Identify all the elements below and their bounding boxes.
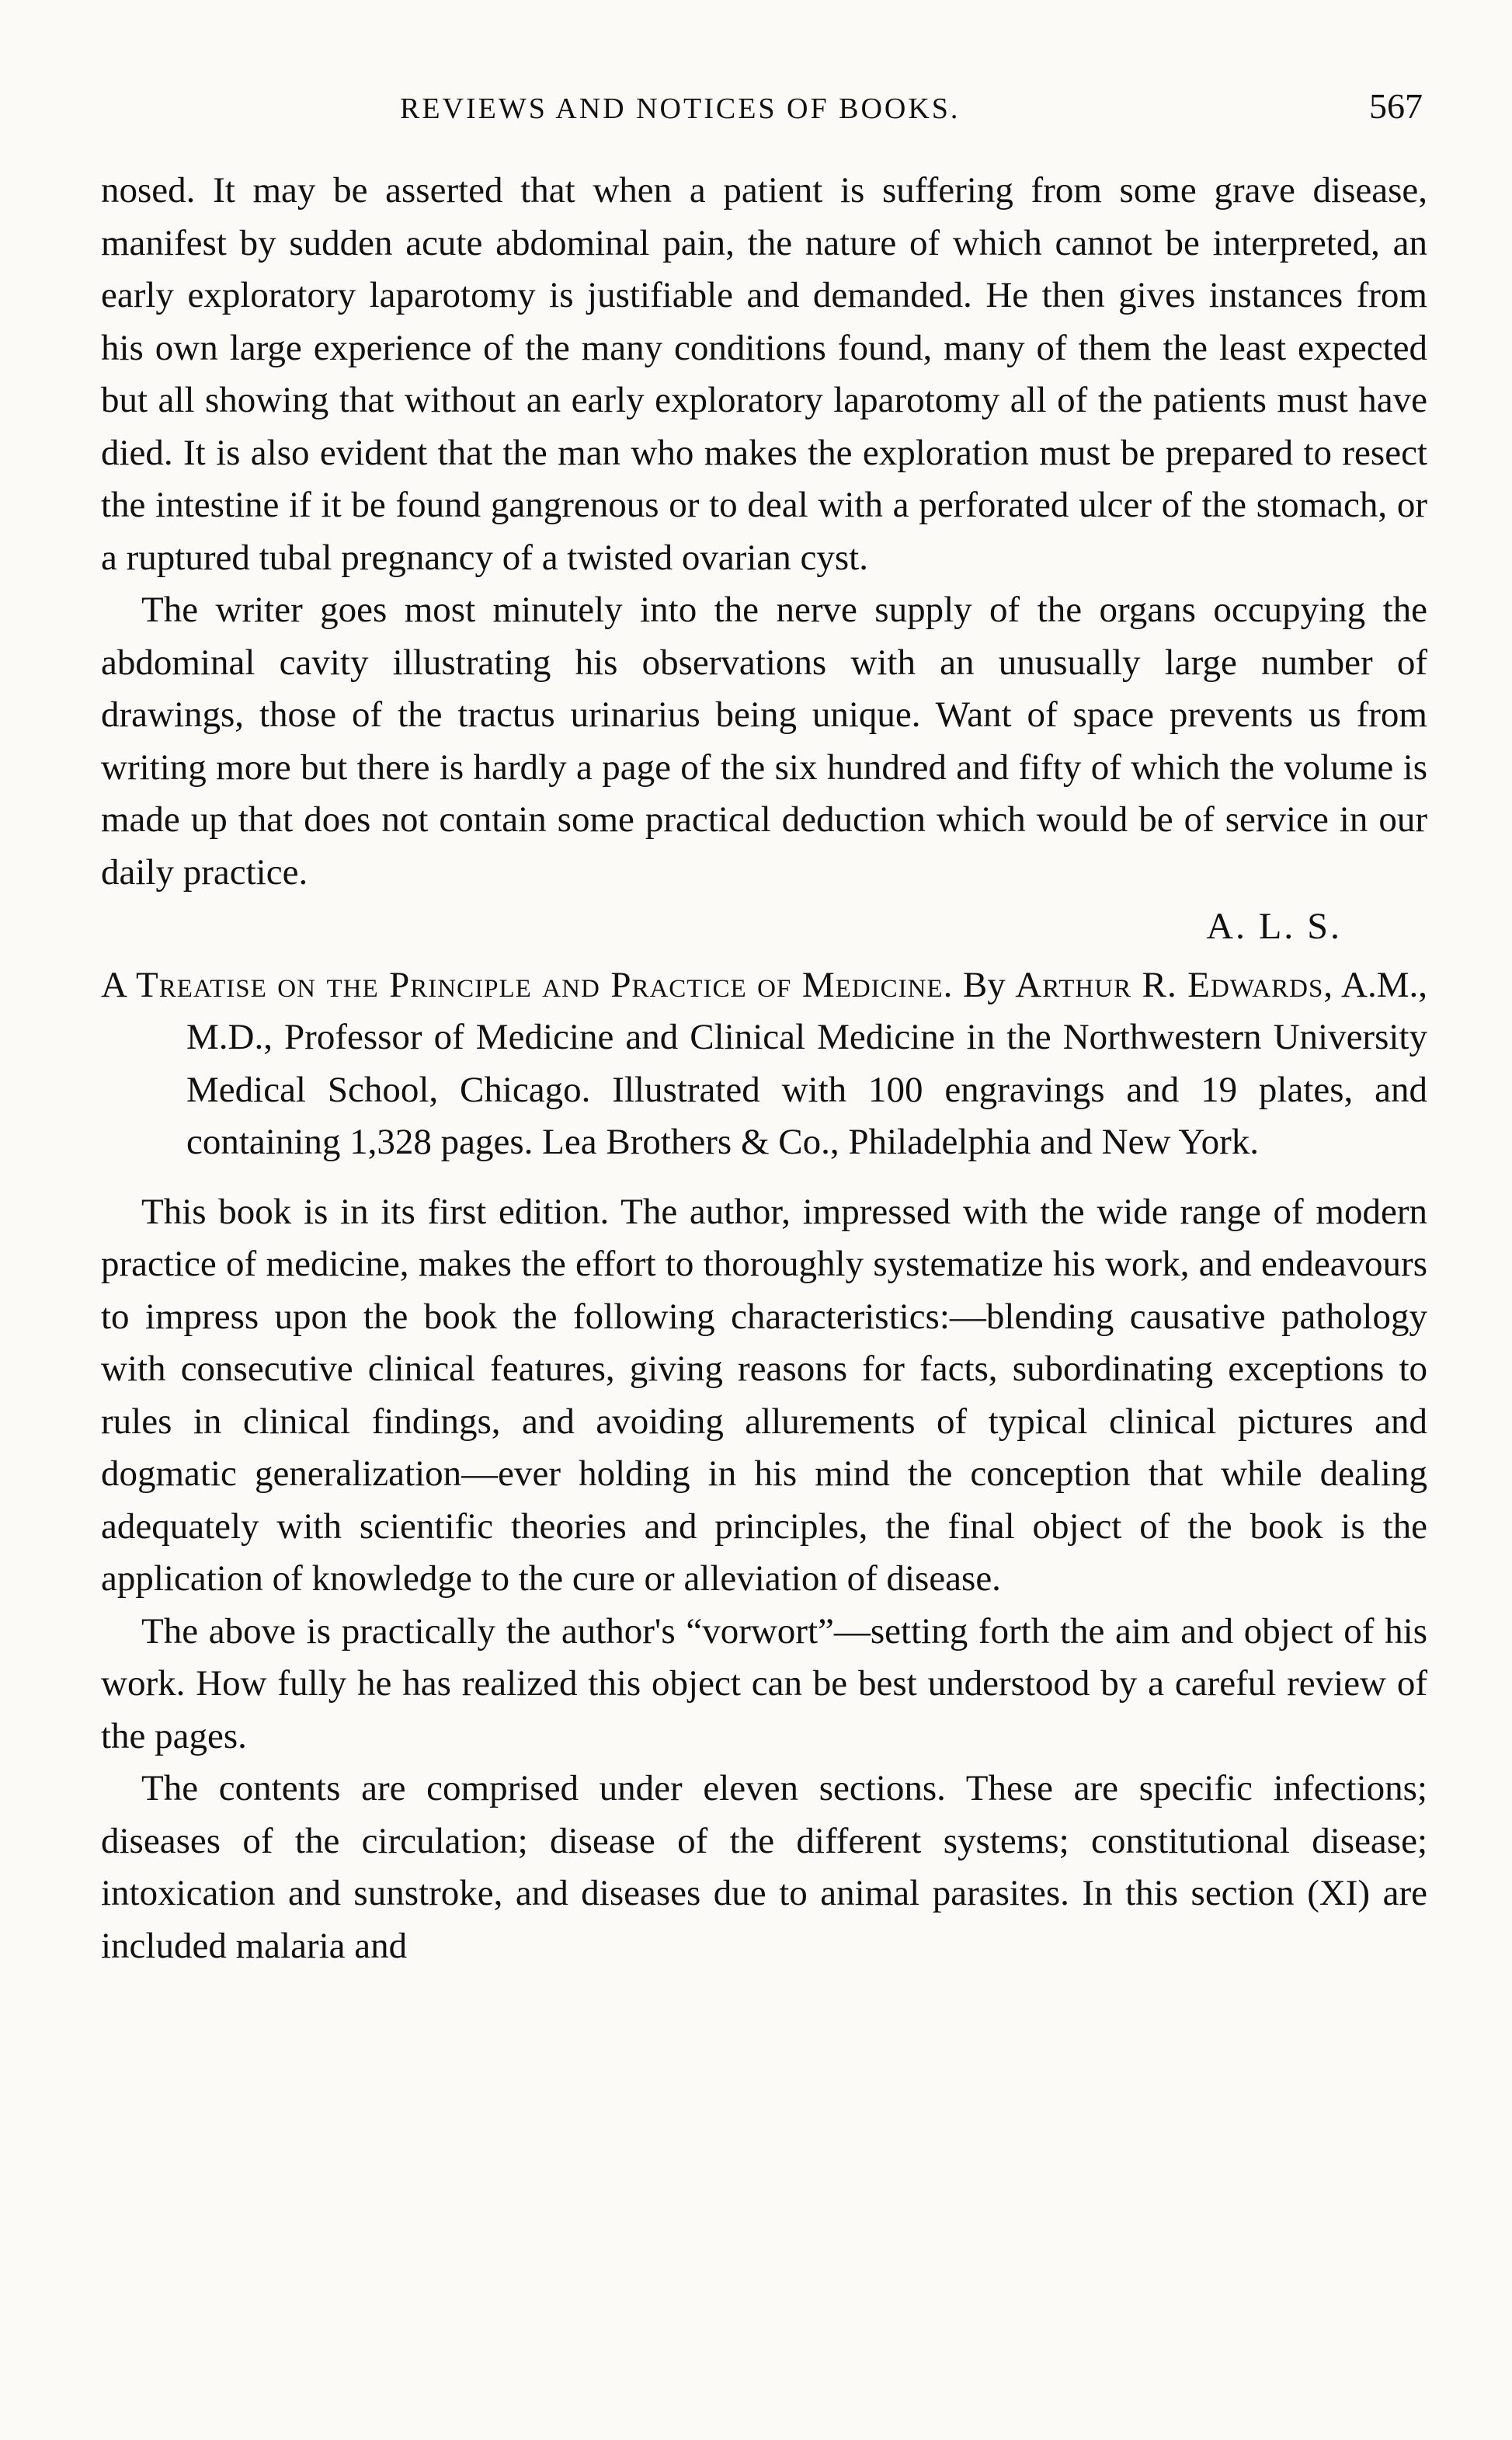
review-paragraph: This book is in its first edition. The author, impressed with the wide range of modern practice of medicine, makes the effort to thoroughly systematize his work, and endeavours to impress upon the book the following characteristics:—blending causative pathology with consecutive clinical features, giving reasons for facts, subordinating exceptions to rules in clinical findings, and avoiding allurements of typical clinical pictures and dogmatic generalization—ever holding in his mind the conception that while dealing adequately with scientific theories and principles, the final object of the book is the application of knowledge to the cure or alleviation of disease. [101, 1191, 1427, 1599]
by-label: By [962, 964, 1006, 1005]
running-head: REVIEWS AND NOTICES OF BOOKS. [400, 92, 961, 125]
page-number: 567 [1369, 86, 1423, 126]
page-body [101, 165, 1427, 1972]
book-title: A Treatise on the Principle and Practice of Medicine. [101, 964, 954, 1005]
reviewer-signature: A. L. S. [1206, 906, 1342, 947]
page-header [101, 86, 1429, 138]
review-paragraph: The above is practically the author's “vorwort”—setting forth the aim and object of his work. How fully he has realized this object can be best understood by a careful review of the pages. [101, 1610, 1427, 1756]
review-paragraph: The writer goes most minutely into the nerve supply of the organs occupying the abdominal cavity illustrating his observations with an unusually large number of drawings, those of the tractus urinarius being unique. Want of space prevents us from writing more but there is hardly a page of the six hundred and fifty of which the volume is made up that does not contain some practical deduction which would be of service in our daily practice. [101, 590, 1427, 893]
book-citation [101, 959, 1427, 1169]
book-details: A.M., M.D., Professor of Medicine and Clinical Medicine in the Northwestern University Medical School, Chicago. Illustrated with 100 engravings and 19 plates, and containing 1,328 pages. Lea Brothers & Co., Philadelphia and New York. [186, 964, 1427, 1162]
review-paragraph: The contents are comprised under eleven sections. These are specific infections; diseases of the circulation; disease of the different systems; constitutional disease; intoxication and sunstroke, and diseases due to animal parasites. In this section (XI) are included malaria and [101, 1768, 1427, 1966]
book-author: Arthur R. Edwards, [1015, 964, 1334, 1005]
review-paragraph: nosed. It may be asserted that when a patient is suffering from some grave disease, manifest by sudden acute abdominal pain, the nature of which cannot be interpreted, an early exploratory laparotomy is justifiable and demanded. He then gives instances from his own large experience of the many conditions found, many of them the least expected but all showing that without an early exploratory laparotomy all of the patients must have died. It is also evident that the man who makes the exploration must be prepared to resect the intestine if it be found gangrenous or to deal with a perforated ulcer of the stomach, or a ruptured tubal pregnancy of a twisted ovarian cyst. [101, 170, 1427, 578]
